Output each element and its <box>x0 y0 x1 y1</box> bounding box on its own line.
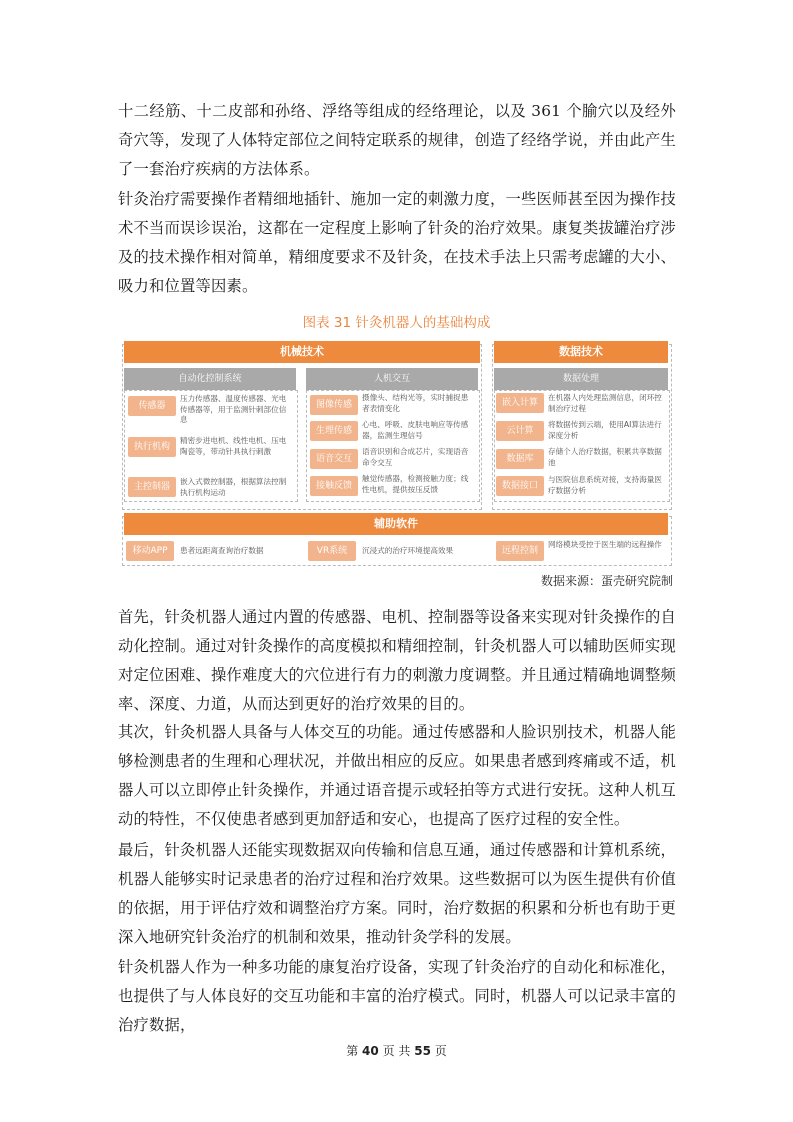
desc-data-interface: 与医院信息系统对接，支持海量医疗数据分析 <box>548 475 662 495</box>
chip-vr-system: VR系统 <box>308 541 356 561</box>
desc-cloud-compute: 将数据传到云端，使用AI算法进行深度分析 <box>548 420 662 440</box>
footer-prefix: 第 <box>346 1044 359 1058</box>
chip-touch-feedback: 接触反馈 <box>310 476 358 496</box>
data-processing-header: 数据处理 <box>494 368 668 390</box>
data-source: 数据来源：蛋壳研究院制 <box>540 574 673 588</box>
aux-header: 辅助软件 <box>124 513 668 535</box>
chip-physio-sensing: 生理传感 <box>310 421 358 441</box>
chip-sensor: 传感器 <box>128 396 176 416</box>
desc-mobile-app: 患者远距离查询治疗数据 <box>180 546 264 555</box>
robot-composition-diagram <box>118 338 674 568</box>
desc-sensor: 压力传感器、温度传感器、光电传感器等，用于监测针刺部位信息 <box>180 394 287 424</box>
desc-remote-control: 网络模块受控于医生端的远程操作 <box>548 540 662 549</box>
footer-mid: 页 共 <box>382 1044 411 1058</box>
desc-database: 存储个人治疗数据，积累共享数据池 <box>548 447 662 467</box>
hci-header: 人机交互 <box>306 368 478 390</box>
desc-image-sensing: 摄像头、结构光等，实时捕捉患者表情变化 <box>362 393 469 413</box>
paragraph-3: 首先，针灸机器人通过内置的传感器、电机、控制器等设备来实现对针灸操作的自动化控制。通过对针灸操作的高度模拟和精细控制，针灸机器人可以辅助医师实现对定位困难、操作难度大的穴位进行有力的刺激力度调整。并且通过精确地调整频率、深度、力道，从而达到更好的治疗效果的目的。 <box>118 608 676 713</box>
chip-mobile-app: 移动APP <box>126 541 174 561</box>
paragraph-1: 十二经筋、十二皮部和孙络、浮络等组成的经络理论，以及 361 个腧穴以及经外奇穴等，发现了人体特定部位之间特定联系的规律，创造了经络学说，并由此产生了一套治疗疾病的方法体系。 <box>118 102 676 178</box>
figure-title: 图表 31 针灸机器人的基础构成 <box>302 315 491 331</box>
chip-database: 数据库 <box>496 449 544 469</box>
auto-control-header: 自动化控制系统 <box>124 368 296 390</box>
footer-suffix: 页 <box>434 1044 447 1058</box>
paragraph-6: 针灸机器人作为一种多功能的康复治疗设备，实现了针灸治疗的自动化和标准化，也提供了与人体良好的交互功能和丰富的治疗模式。同时，机器人可以记录丰富的治疗数据， <box>118 958 676 1034</box>
paragraph-2: 针灸治疗需要操作者精细地插针、施加一定的刺激力度，一些医师甚至因为操作技术不当而误诊误治，这都在一定程度上影响了针灸的治疗效果。康复类拔罐治疗涉及的技术操作相对简单，精细度要求不及针灸，在技术手法上只需考虑罐的大小、吸力和位置等因素。 <box>118 190 676 295</box>
desc-voice: 语音识别和合成芯片，实现语音命令交互 <box>362 447 469 467</box>
chip-controller: 主控制器 <box>128 477 176 497</box>
chip-embedded-compute: 嵌入计算 <box>496 393 544 413</box>
desc-physio-sensing: 心电、呼吸、皮肤电响应等传感器，监测生理信号 <box>362 420 469 440</box>
paragraph-5: 最后，针灸机器人还能实现数据双向传输和信息互通，通过传感器和计算机系统，机器人能够实时记录患者的治疗过程和治疗效果。这些数据可以为医生提供有价值的依据，用于评估疗效和调整治疗方案。同时，治疗数据的积累和分析也有助于更深入地研究针灸治疗的机制和效果，推动针灸学科的发展。 <box>118 841 676 946</box>
chip-actuator: 执行机构 <box>128 437 176 457</box>
chip-image-sensing: 图像传感 <box>310 395 358 415</box>
desc-vr-system: 沉浸式的治疗环境提高效果 <box>362 546 454 555</box>
chip-voice: 语音交互 <box>310 449 358 469</box>
desc-actuator: 精密步进电机、线性电机、压电陶瓷等，带动针具执行刺激 <box>180 436 287 456</box>
chip-cloud-compute: 云计算 <box>496 421 544 441</box>
desc-embedded-compute: 在机器人内处理监测信息，闭环控制治疗过程 <box>548 393 662 413</box>
desc-touch-feedback: 触觉传感器，检测接触力度；线性电机，提供按压反馈 <box>362 474 469 494</box>
data-header: 数据技术 <box>494 341 668 363</box>
chip-remote-control: 远程控制 <box>496 541 544 561</box>
desc-controller: 嵌入式微控制器，根据算法控制执行机构运动 <box>180 477 287 497</box>
total-page-count: 55 <box>414 1044 431 1058</box>
mech-header: 机械技术 <box>124 341 480 363</box>
chip-data-interface: 数据接口 <box>496 476 544 496</box>
current-page-number: 40 <box>362 1044 379 1058</box>
paragraph-4: 其次，针灸机器人具备与人体交互的功能。通过传感器和人脸识别技术，机器人能够检测患者的生理和心理状况，并做出相应的反应。如果患者感到疼痛或不适，机器人可以立即停止针灸操作，并通过语音提示或轻拍等方式进行安抚。这种人机互动的特性，不仅使患者感到更加舒适和安心，也提高了医疗过程的安全性。 <box>118 723 676 828</box>
page-footer <box>0 1042 793 1059</box>
